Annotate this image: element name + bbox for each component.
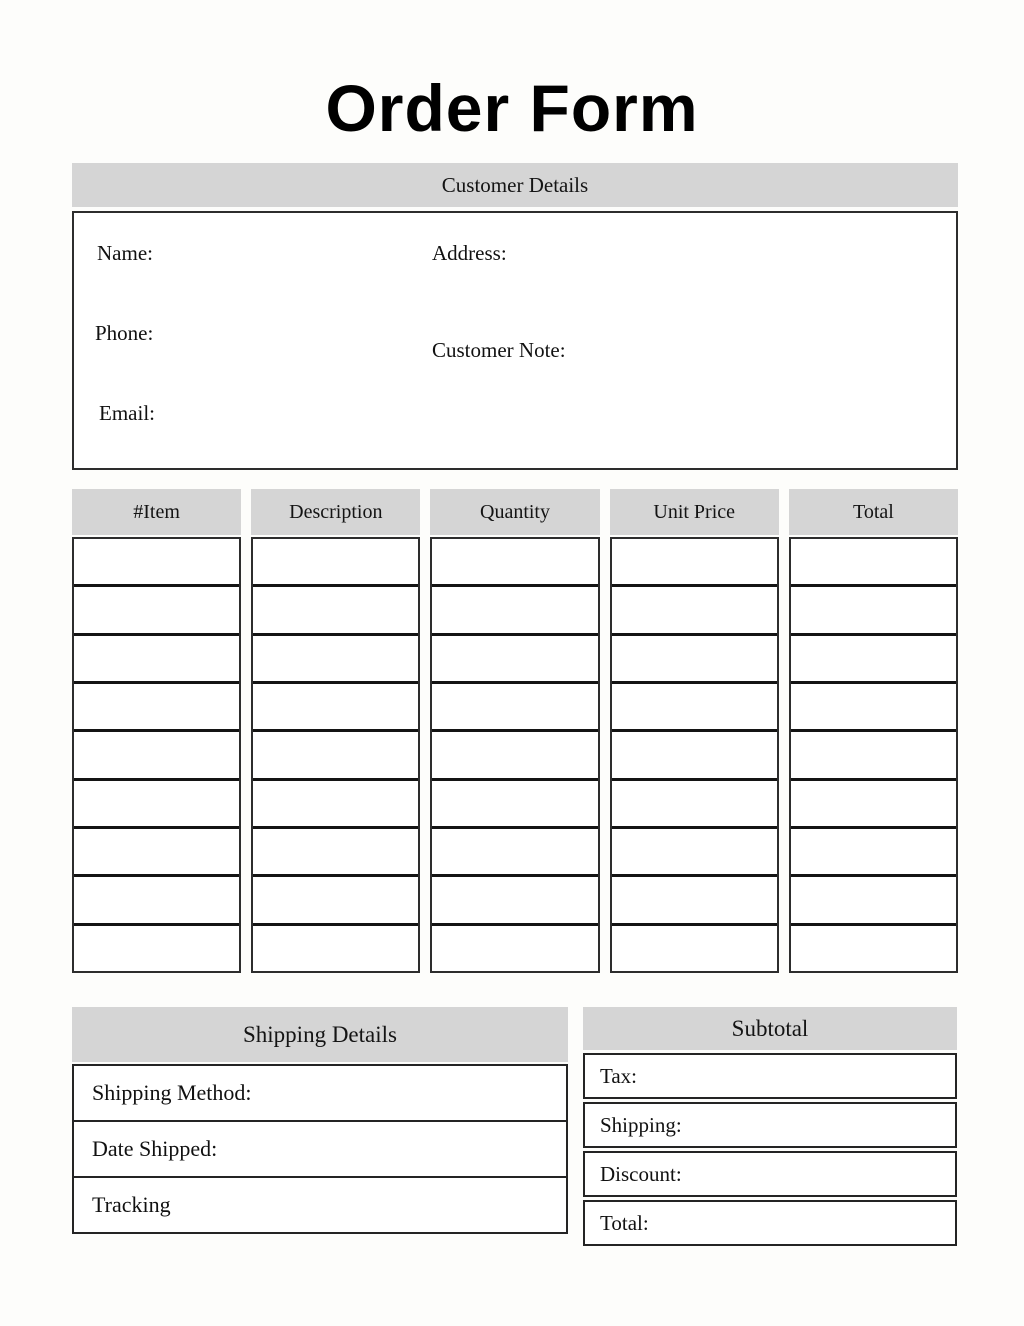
- item-cell[interactable]: [74, 781, 239, 829]
- tracking-field[interactable]: [72, 1176, 568, 1234]
- description-column-body: [251, 537, 420, 973]
- total-cell[interactable]: [791, 539, 956, 587]
- phone-label: Phone:: [95, 321, 154, 345]
- items-col-description: [251, 489, 420, 973]
- email-field[interactable]: [99, 401, 155, 426]
- email-label: Email:: [99, 401, 155, 425]
- items-col-unit-price: [610, 489, 779, 973]
- quantity-cell[interactable]: [432, 829, 597, 877]
- items-col-item: [72, 489, 241, 973]
- quantity-cell[interactable]: [432, 539, 597, 587]
- description-cell[interactable]: [253, 926, 418, 971]
- name-label: Name:: [97, 241, 153, 265]
- description-cell[interactable]: [253, 636, 418, 684]
- quantity-cell[interactable]: [432, 636, 597, 684]
- address-label: Address:: [432, 241, 507, 265]
- unit-price-cell[interactable]: [612, 684, 777, 732]
- description-cell[interactable]: [253, 732, 418, 780]
- total-cell[interactable]: [791, 877, 956, 925]
- quantity-cell[interactable]: [432, 732, 597, 780]
- tax-label: Tax:: [600, 1063, 638, 1088]
- shipping-method-label: Shipping Method:: [92, 1080, 252, 1105]
- item-cell[interactable]: [74, 587, 239, 635]
- quantity-column-header: Quantity: [430, 489, 599, 535]
- discount-field[interactable]: [583, 1151, 957, 1197]
- unit-price-cell[interactable]: [612, 539, 777, 587]
- total-cell[interactable]: [791, 636, 956, 684]
- total-cell[interactable]: [791, 732, 956, 780]
- description-column-header: Description: [251, 489, 420, 535]
- page-title: Order Form: [325, 71, 699, 145]
- subtotal-header-label: Subtotal: [731, 1015, 809, 1041]
- item-cell[interactable]: [74, 684, 239, 732]
- total-cell[interactable]: [791, 587, 956, 635]
- unit-price-cell[interactable]: [612, 829, 777, 877]
- description-cell[interactable]: [253, 587, 418, 635]
- item-cell[interactable]: [74, 539, 239, 587]
- description-cell[interactable]: [253, 684, 418, 732]
- date-shipped-field[interactable]: [72, 1120, 568, 1178]
- items-col-total: [789, 489, 958, 973]
- items-table: [72, 489, 958, 973]
- discount-label: Discount:: [600, 1161, 682, 1186]
- item-cell[interactable]: [74, 926, 239, 971]
- total-column-header: Total: [789, 489, 958, 535]
- item-cell[interactable]: [74, 732, 239, 780]
- total-column-body: [789, 537, 958, 973]
- unit-price-cell[interactable]: [612, 877, 777, 925]
- customer-note-field[interactable]: [432, 338, 566, 363]
- unit-price-cell[interactable]: [612, 587, 777, 635]
- shipping-details-header: [72, 1007, 568, 1062]
- phone-field[interactable]: [95, 321, 153, 346]
- shipping-cost-label: Shipping:: [600, 1112, 682, 1137]
- unit-price-cell[interactable]: [612, 781, 777, 829]
- tax-field[interactable]: [583, 1053, 957, 1099]
- unit-price-cell[interactable]: [612, 926, 777, 971]
- shipping-details-box: [72, 1064, 568, 1234]
- description-cell[interactable]: [253, 877, 418, 925]
- total-cell[interactable]: [791, 781, 956, 829]
- address-field[interactable]: [432, 241, 507, 266]
- customer-details-header: [72, 163, 958, 207]
- quantity-column-body: [430, 537, 599, 973]
- name-field[interactable]: [97, 241, 153, 266]
- customer-details-header-label: Customer Details: [441, 172, 589, 197]
- customer-note-label: Customer Note:: [432, 338, 566, 362]
- unit-price-cell[interactable]: [612, 732, 777, 780]
- subtotal-header: [583, 1007, 957, 1050]
- quantity-cell[interactable]: [432, 781, 597, 829]
- subtotal-box: [583, 1053, 957, 1246]
- shipping-cost-field[interactable]: [583, 1102, 957, 1148]
- quantity-cell[interactable]: [432, 587, 597, 635]
- shipping-method-field[interactable]: [72, 1064, 568, 1122]
- item-cell[interactable]: [74, 829, 239, 877]
- unit-price-cell[interactable]: [612, 636, 777, 684]
- quantity-cell[interactable]: [432, 926, 597, 971]
- item-cell[interactable]: [74, 877, 239, 925]
- total-cell[interactable]: [791, 684, 956, 732]
- customer-details-box: [72, 211, 958, 470]
- unit-price-column-header: Unit Price: [610, 489, 779, 535]
- total-cell[interactable]: [791, 926, 956, 971]
- item-column-header: #Item: [72, 489, 241, 535]
- unit-price-column-body: [610, 537, 779, 973]
- description-cell[interactable]: [253, 829, 418, 877]
- grand-total-field[interactable]: [583, 1200, 957, 1246]
- items-col-quantity: [430, 489, 599, 973]
- grand-total-label: Total:: [600, 1210, 649, 1235]
- date-shipped-label: Date Shipped:: [92, 1136, 218, 1161]
- description-cell[interactable]: [253, 781, 418, 829]
- description-cell[interactable]: [253, 539, 418, 587]
- quantity-cell[interactable]: [432, 684, 597, 732]
- tracking-label: Tracking: [92, 1192, 171, 1217]
- shipping-details-header-label: Shipping Details: [243, 1021, 397, 1047]
- item-cell[interactable]: [74, 636, 239, 684]
- total-cell[interactable]: [791, 829, 956, 877]
- quantity-cell[interactable]: [432, 877, 597, 925]
- item-column-body: [72, 537, 241, 973]
